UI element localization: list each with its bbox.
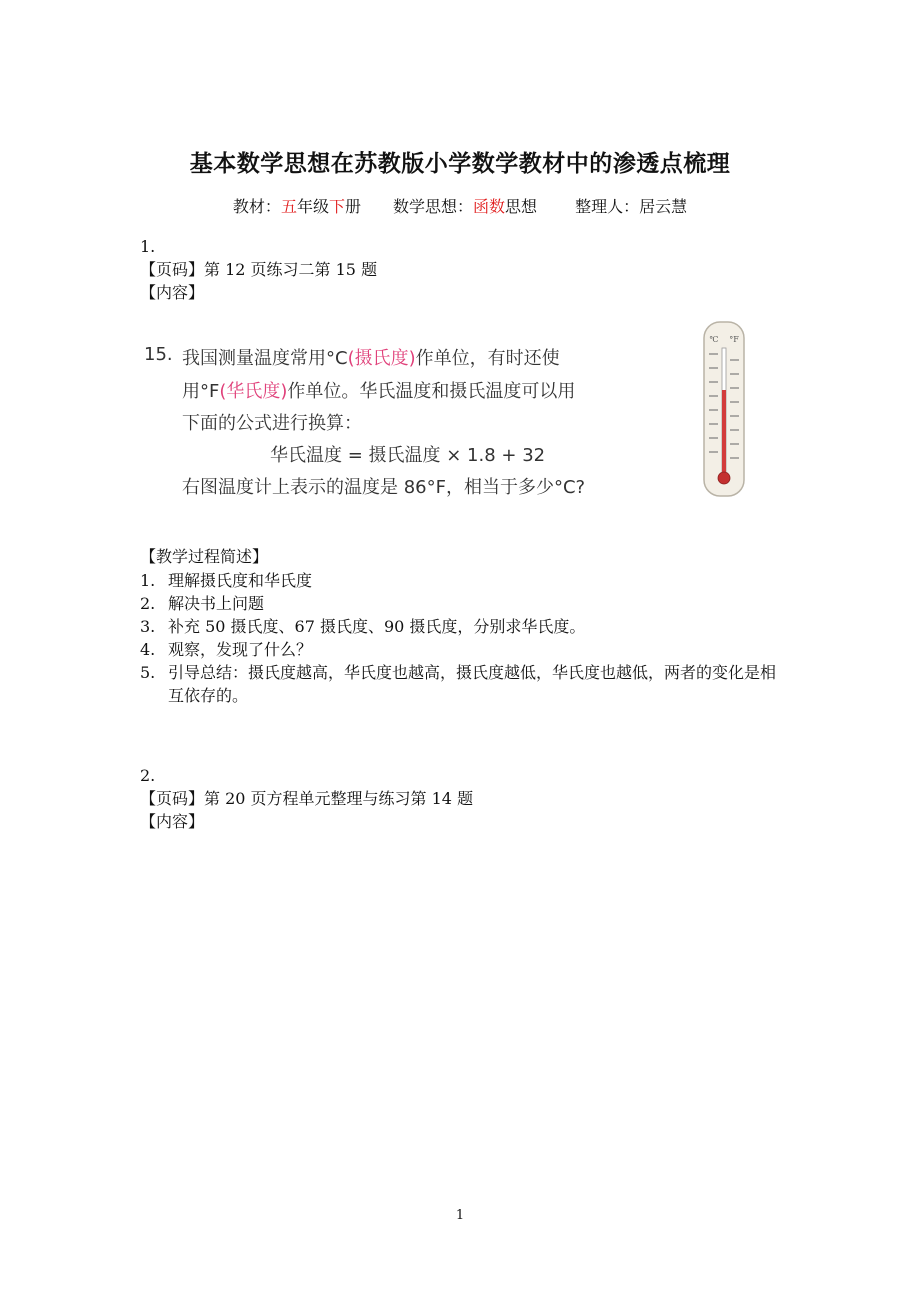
grade-number: 五: [280, 197, 297, 216]
organizer: 整理人：居云慧: [575, 197, 688, 216]
process-label: 【教学过程简述】: [140, 547, 269, 566]
thermometer-fahrenheit-label: °F: [729, 335, 739, 344]
step-text: 观察，发现了什么？: [168, 640, 313, 659]
problem-line-1-b: (摄氏度): [347, 348, 416, 369]
step-number: 4.: [140, 640, 156, 659]
step-number: 3.: [140, 617, 156, 636]
thought-highlight-b: 数: [489, 197, 506, 216]
thermometer-celsius-label: ℃: [709, 335, 719, 344]
list-item: [140, 615, 790, 638]
textbook-label: 教材：: [232, 197, 281, 216]
thought-highlight-a: 函: [473, 197, 490, 216]
problem-question: 右图温度计上表示的温度是 86°F，相当于多少°C?: [182, 477, 586, 498]
step-text: 解决书上问题: [168, 594, 265, 613]
document-meta: [0, 194, 920, 217]
step-number: 2.: [140, 594, 156, 613]
step-text: 理解摄氏度和华氏度: [168, 571, 313, 590]
grade-mid: 年级: [296, 197, 329, 216]
section-1-page-line: 【页码】第 12 页练习二第 15 题: [140, 260, 378, 279]
list-item: [140, 592, 790, 615]
problem-line-1: [182, 344, 560, 370]
thought-rest: 思想: [505, 197, 538, 216]
step-text: 引导总结：摄氏度越高，华氏度也越高，摄氏度越低，华氏度也越低，两者的变化是相互依存的。: [168, 663, 777, 705]
problem-line-2-c: 作单位。华氏温度和摄氏温度可以用: [287, 381, 576, 402]
section-2-page-line: 【页码】第 20 页方程单元整理与练习第 14 题: [140, 789, 474, 808]
problem-line-1-a: 我国测量温度常用°C: [182, 348, 348, 369]
grade-end: 册: [344, 197, 361, 216]
problem-image: [140, 318, 760, 498]
step-number: 1.: [140, 571, 156, 590]
problem-line-2-b: (华氏度): [219, 381, 288, 402]
problem-line-2-a: 用°F: [182, 381, 220, 402]
problem-number: 15.: [144, 344, 173, 365]
list-item: [140, 569, 790, 592]
thermometer-image: [700, 320, 748, 498]
list-item: [140, 661, 790, 707]
problem-formula: 华氏温度 = 摄氏温度 × 1.8 + 32: [270, 445, 546, 466]
problem-line-1-c: 作单位，有时还使: [415, 348, 560, 369]
problem-line-2: [182, 377, 575, 403]
document-title: 基本数学思想在苏教版小学数学教材中的渗透点梳理: [189, 151, 731, 177]
grade-term: 下: [328, 197, 345, 216]
section-2-content-label: 【内容】: [140, 812, 205, 831]
problem-line-3: 下面的公式进行换算：: [182, 413, 362, 434]
list-item: [140, 638, 790, 661]
thought-label: 数学思想：: [393, 197, 474, 216]
step-number: 5.: [140, 663, 156, 682]
process-steps: [140, 569, 790, 707]
section-1-index: 1.: [140, 237, 156, 256]
section-1-content-label: 【内容】: [140, 283, 205, 302]
section-2-index: 2.: [140, 766, 156, 785]
page-number: 1: [455, 1208, 465, 1223]
step-text: 补充 50 摄氏度、67 摄氏度、90 摄氏度，分别求华氏度。: [168, 617, 586, 636]
